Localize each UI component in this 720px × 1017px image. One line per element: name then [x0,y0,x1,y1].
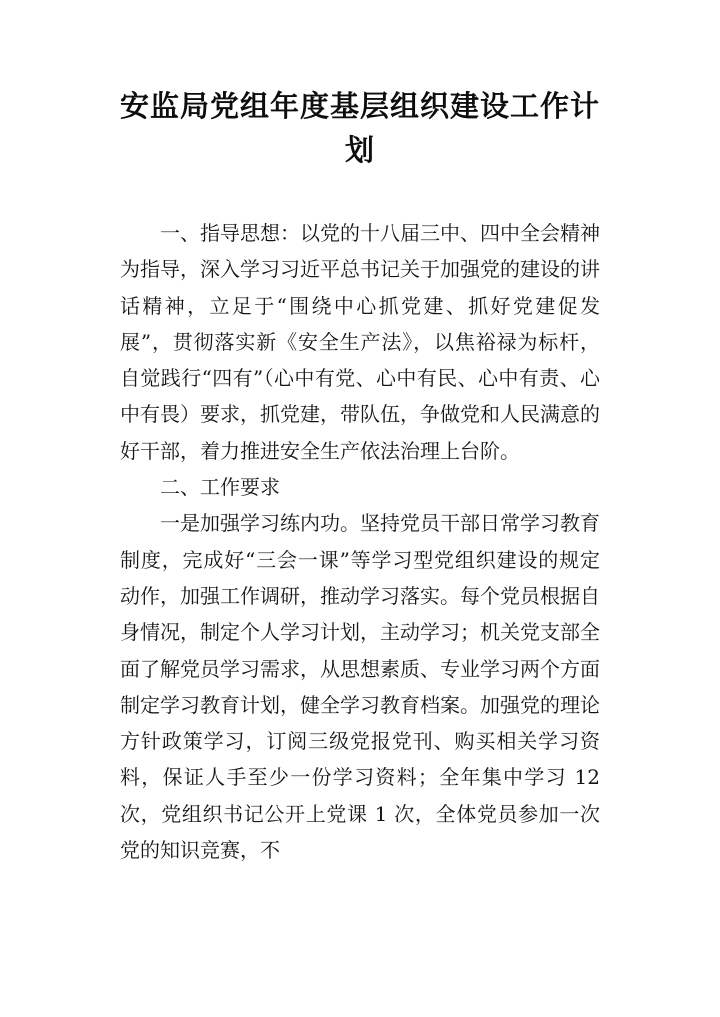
document-body [120,215,600,868]
paragraph-strengthen-study: 一是加强学习练内功。坚持党员干部日常学习教育制度，完成好“三会一课”等学习型党组织建设的规定动作，加强工作调研，推动学习落实。每个党员根据自身情况，制定个人学习计划，主动学习；机关党支部全面了解党员学习需求，从思想素质、专业学习两个方面制定学习教育计划，健全学习教育档案。加强党的理论方针政策学习，订阅三级党报党刊、购买相关学习资料，保证人手至少一份学习资料；全年集中学习 12 次，党组织书记公开上党课 1 次，全体党员参加一次党的知识竞赛，不 [120,511,600,863]
paragraph-work-requirements-heading: 二、工作要求 [160,475,280,500]
document-title: 安监局党组年度基层组织建设工作计划 [119,89,600,167]
paragraph-guiding-thought: 一、指导思想：以党的十八届三中、四中全会精神为指导，深入学习习近平总书记关于加强党的建设的讲话精神，立足于“围绕中心抓党建、抓好党建促发展”，贯彻落实新《安全生产法》，以焦裕禄为标杆，自觉践行“四有”（心中有党、心中有民、心中有责、心中有畏）要求，抓党建，带队伍，争做党和人民满意的好干部，着力推进安全生产依法治理上台阶。 [120,221,600,463]
